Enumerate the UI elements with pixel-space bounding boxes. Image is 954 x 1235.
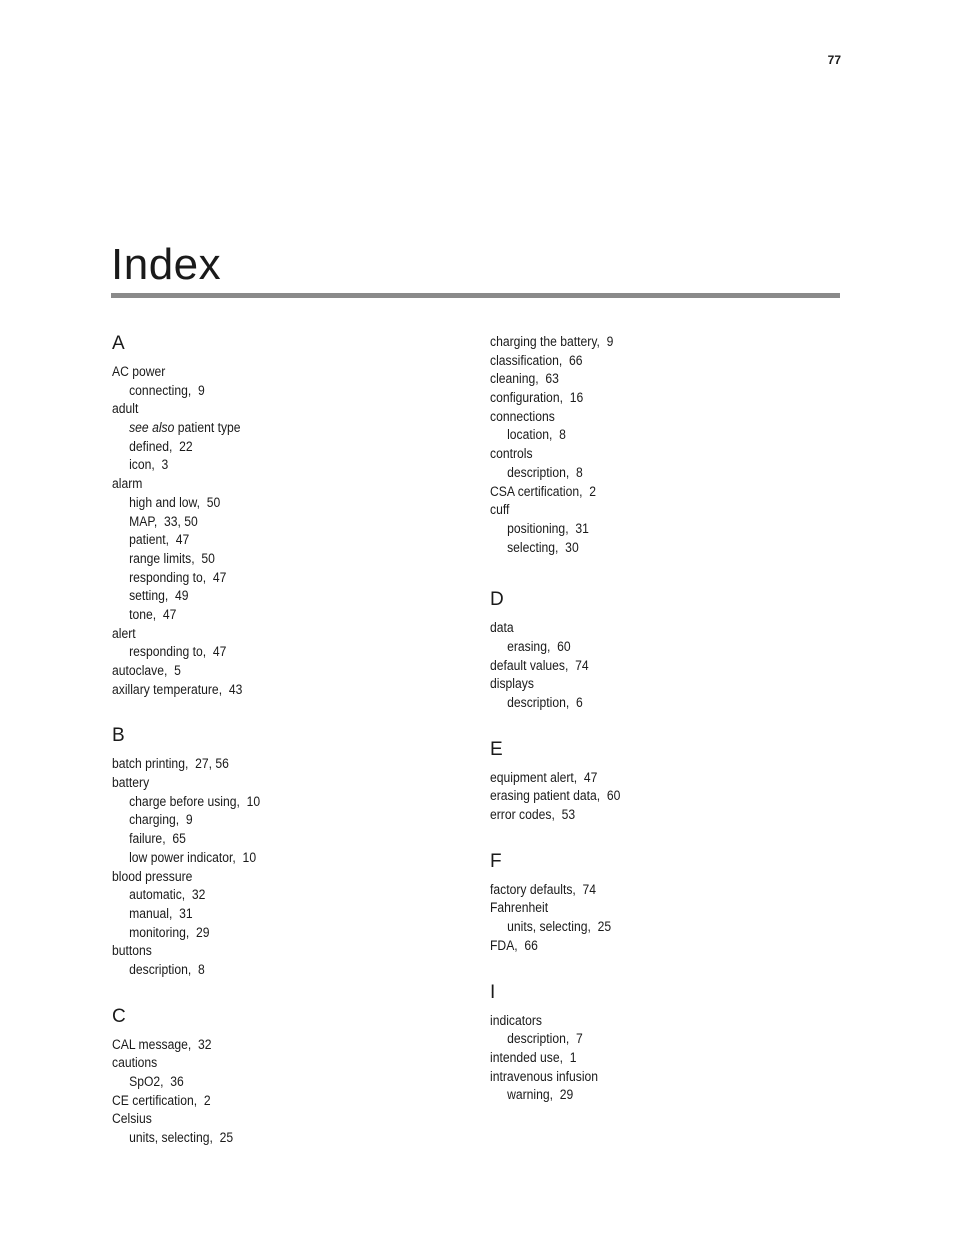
index-subentry[interactable]: description, 7: [507, 1031, 583, 1047]
index-subentry[interactable]: tone, 47: [129, 606, 177, 622]
index-subentry[interactable]: setting, 49: [129, 588, 189, 604]
index-entry[interactable]: Celsius: [112, 1111, 152, 1127]
index-entry[interactable]: default values, 74: [490, 657, 589, 673]
index-entry[interactable]: FDA, 66: [490, 937, 538, 953]
index-subentry[interactable]: automatic, 32: [129, 887, 206, 903]
index-section-d: [490, 589, 830, 712]
section-letter: C: [112, 1005, 126, 1027]
index-subentry[interactable]: icon, 3: [129, 457, 169, 473]
page-number: 77: [827, 53, 841, 67]
see-also-label: see also: [129, 420, 175, 436]
index-subentry[interactable]: responding to, 47: [129, 569, 227, 585]
index-entry[interactable]: cautions: [112, 1055, 158, 1071]
index-section-e: [490, 739, 830, 825]
index-subentry[interactable]: responding to, 47: [129, 644, 227, 660]
index-section-c: [112, 1006, 452, 1148]
index-subentry[interactable]: [112, 419, 418, 438]
index-subentry[interactable]: selecting, 30: [507, 539, 579, 555]
index-subentry[interactable]: description, 6: [507, 695, 583, 710]
index-subentry[interactable]: MAP, 33, 50: [129, 513, 198, 529]
index-section-continued: [490, 333, 830, 557]
index-entry[interactable]: batch printing, 27, 56: [112, 756, 229, 772]
index-subentry[interactable]: high and low, 50: [129, 494, 221, 510]
page-title: Index: [111, 240, 222, 289]
index-entry[interactable]: error codes, 53: [490, 807, 576, 823]
index-section-a: [112, 333, 452, 699]
index-subentry[interactable]: location, 8: [507, 427, 566, 443]
index-subentry[interactable]: SpO2, 36: [129, 1074, 184, 1089]
index-subentry[interactable]: charge before using, 10: [129, 793, 261, 809]
index-entry[interactable]: intended use, 1: [490, 1049, 577, 1065]
index-entry[interactable]: battery: [112, 775, 150, 791]
index-entry[interactable]: CSA certification, 2: [490, 483, 597, 499]
index-entry[interactable]: classification, 66: [490, 352, 583, 368]
index-column-right: [490, 333, 830, 1131]
index-section-b: [112, 725, 452, 979]
index-subentry[interactable]: range limits, 50: [129, 550, 215, 566]
index-entry[interactable]: charging the battery, 9: [490, 334, 614, 349]
index-entry[interactable]: alert: [112, 625, 136, 641]
index-subentry[interactable]: failure, 65: [129, 831, 186, 847]
index-subentry[interactable]: patient, 47: [129, 532, 190, 548]
index-entry[interactable]: axillary temperature, 43: [112, 681, 243, 697]
index-entry[interactable]: erasing patient data, 60: [490, 788, 621, 804]
index-section-i: [490, 982, 830, 1105]
index-entry[interactable]: alarm: [112, 476, 143, 492]
entry-text: patient type: [174, 420, 241, 436]
index-subentry[interactable]: positioning, 31: [507, 520, 589, 536]
index-subentry[interactable]: monitoring, 29: [129, 924, 210, 940]
section-letter: B: [112, 725, 125, 747]
index-entry[interactable]: AC power: [112, 364, 166, 379]
section-letter: F: [490, 850, 502, 872]
index-entry[interactable]: intravenous infusion: [490, 1068, 599, 1084]
index-entry[interactable]: Fahrenheit: [490, 900, 549, 916]
index-section-f: [490, 851, 830, 956]
index-entry[interactable]: autoclave, 5: [112, 663, 181, 678]
section-letter: D: [490, 589, 504, 611]
index-subentry[interactable]: erasing, 60: [507, 638, 571, 654]
index-subentry[interactable]: description, 8: [129, 961, 205, 977]
index-subentry[interactable]: charging, 9: [129, 812, 193, 828]
index-subentry[interactable]: low power indicator, 10: [129, 849, 257, 865]
index-subentry[interactable]: warning, 29: [507, 1087, 574, 1103]
title-divider: [111, 293, 840, 298]
index-entry[interactable]: indicators: [490, 1012, 543, 1028]
index-entry[interactable]: CAL message, 32: [112, 1036, 212, 1052]
index-entry[interactable]: displays: [490, 676, 534, 692]
section-letter: A: [112, 333, 125, 354]
index-entry[interactable]: cleaning, 63: [490, 371, 559, 387]
index-subentry[interactable]: description, 8: [507, 464, 583, 480]
index-entry[interactable]: configuration, 16: [490, 390, 584, 406]
index-subentry[interactable]: manual, 31: [129, 905, 193, 921]
index-subentry[interactable]: connecting, 9: [129, 382, 205, 398]
section-letter: E: [490, 738, 503, 760]
index-entry[interactable]: cuff: [490, 502, 510, 518]
index-entry[interactable]: connections: [490, 408, 555, 424]
index-subentry[interactable]: defined, 22: [129, 438, 193, 454]
index-entry[interactable]: data: [490, 620, 514, 636]
index-entry[interactable]: controls: [490, 446, 533, 462]
index-entry[interactable]: CE certification, 2: [112, 1092, 211, 1108]
index-entry[interactable]: blood pressure: [112, 868, 193, 884]
index-column-left: [112, 333, 452, 1174]
index-entry[interactable]: equipment alert, 47: [490, 769, 598, 785]
index-entry[interactable]: buttons: [112, 943, 152, 959]
index-subentry[interactable]: units, selecting, 25: [129, 1130, 234, 1146]
section-letter: I: [490, 981, 496, 1003]
index-entry[interactable]: adult: [112, 401, 139, 417]
index-subentry[interactable]: units, selecting, 25: [507, 919, 612, 935]
index-entry[interactable]: factory defaults, 74: [490, 881, 597, 897]
